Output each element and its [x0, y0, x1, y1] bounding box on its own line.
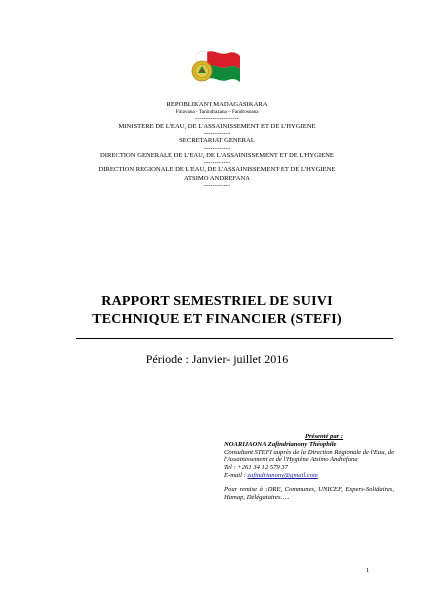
report-title-line-1: RAPPORT SEMESTRIEL DE SUIVI — [101, 294, 333, 309]
report-period: Période : Janvier- juillet 2016 — [145, 352, 289, 366]
separator: ------------ — [203, 160, 231, 167]
distribution-list: Pour remise à :DRE, Communes, UNICEF, Expers-Solidaires, Hamap, Délégataires….. — [224, 485, 394, 501]
regional-direction-name: DIRECTION REGIONALE DE L'EAU, DE L'ASSAINISSEMENT ET DE L'HYGIENE — [98, 166, 336, 174]
national-motto: Fitiavana - Tanindrazana – Fandrosoana — [175, 109, 259, 116]
republic-name: REPOBLIKAN'I MADAGASIKARA — [166, 101, 268, 108]
separator: ------------ — [203, 131, 231, 138]
page-number: 1 — [366, 567, 370, 574]
report-title-line-2: TECHNIQUE ET FINANCIER (STEFI) — [92, 312, 342, 327]
author-email-link[interactable]: zafindrianony@gmail.com — [247, 471, 318, 479]
presented-by-block — [224, 433, 394, 501]
author-phone: Tel : +261 34 12 579 37 — [224, 464, 288, 472]
author-email-line — [224, 472, 394, 480]
separator: ------------ — [203, 145, 231, 152]
separator: -------------------- — [195, 116, 239, 123]
email-label: E-mail : — [224, 471, 248, 479]
secretariat-name: SECRETARIAT GENERAL — [179, 137, 255, 145]
title-underline — [76, 338, 393, 339]
letterhead — [40, 101, 394, 189]
separator: ------------ — [203, 183, 231, 190]
madagascar-flag-emblem-icon — [190, 48, 242, 92]
author-role: Consultant STEFI auprès de la Direction Régionale de l'Eau, de l'Assainissement et de l'Hygiène Atsimo Andrefana — [224, 448, 395, 464]
region-name: ATSIMO ANDREFANA — [183, 174, 250, 182]
author-name: NOARIJAONA Zafindrianony Théophile — [224, 440, 337, 448]
report-title — [40, 293, 394, 329]
ministry-name: MINISTERE DE L'EAU, DE L'ASSAINISSEMENT ET DE L'HYGIENE — [118, 122, 316, 130]
general-direction-name: DIRECTION GENERALE DE L'EAU, DE L'ASSAINISSEMENT ET DE L'HYGIENE — [100, 151, 334, 159]
presented-by-label: Présenté par : — [304, 433, 344, 440]
